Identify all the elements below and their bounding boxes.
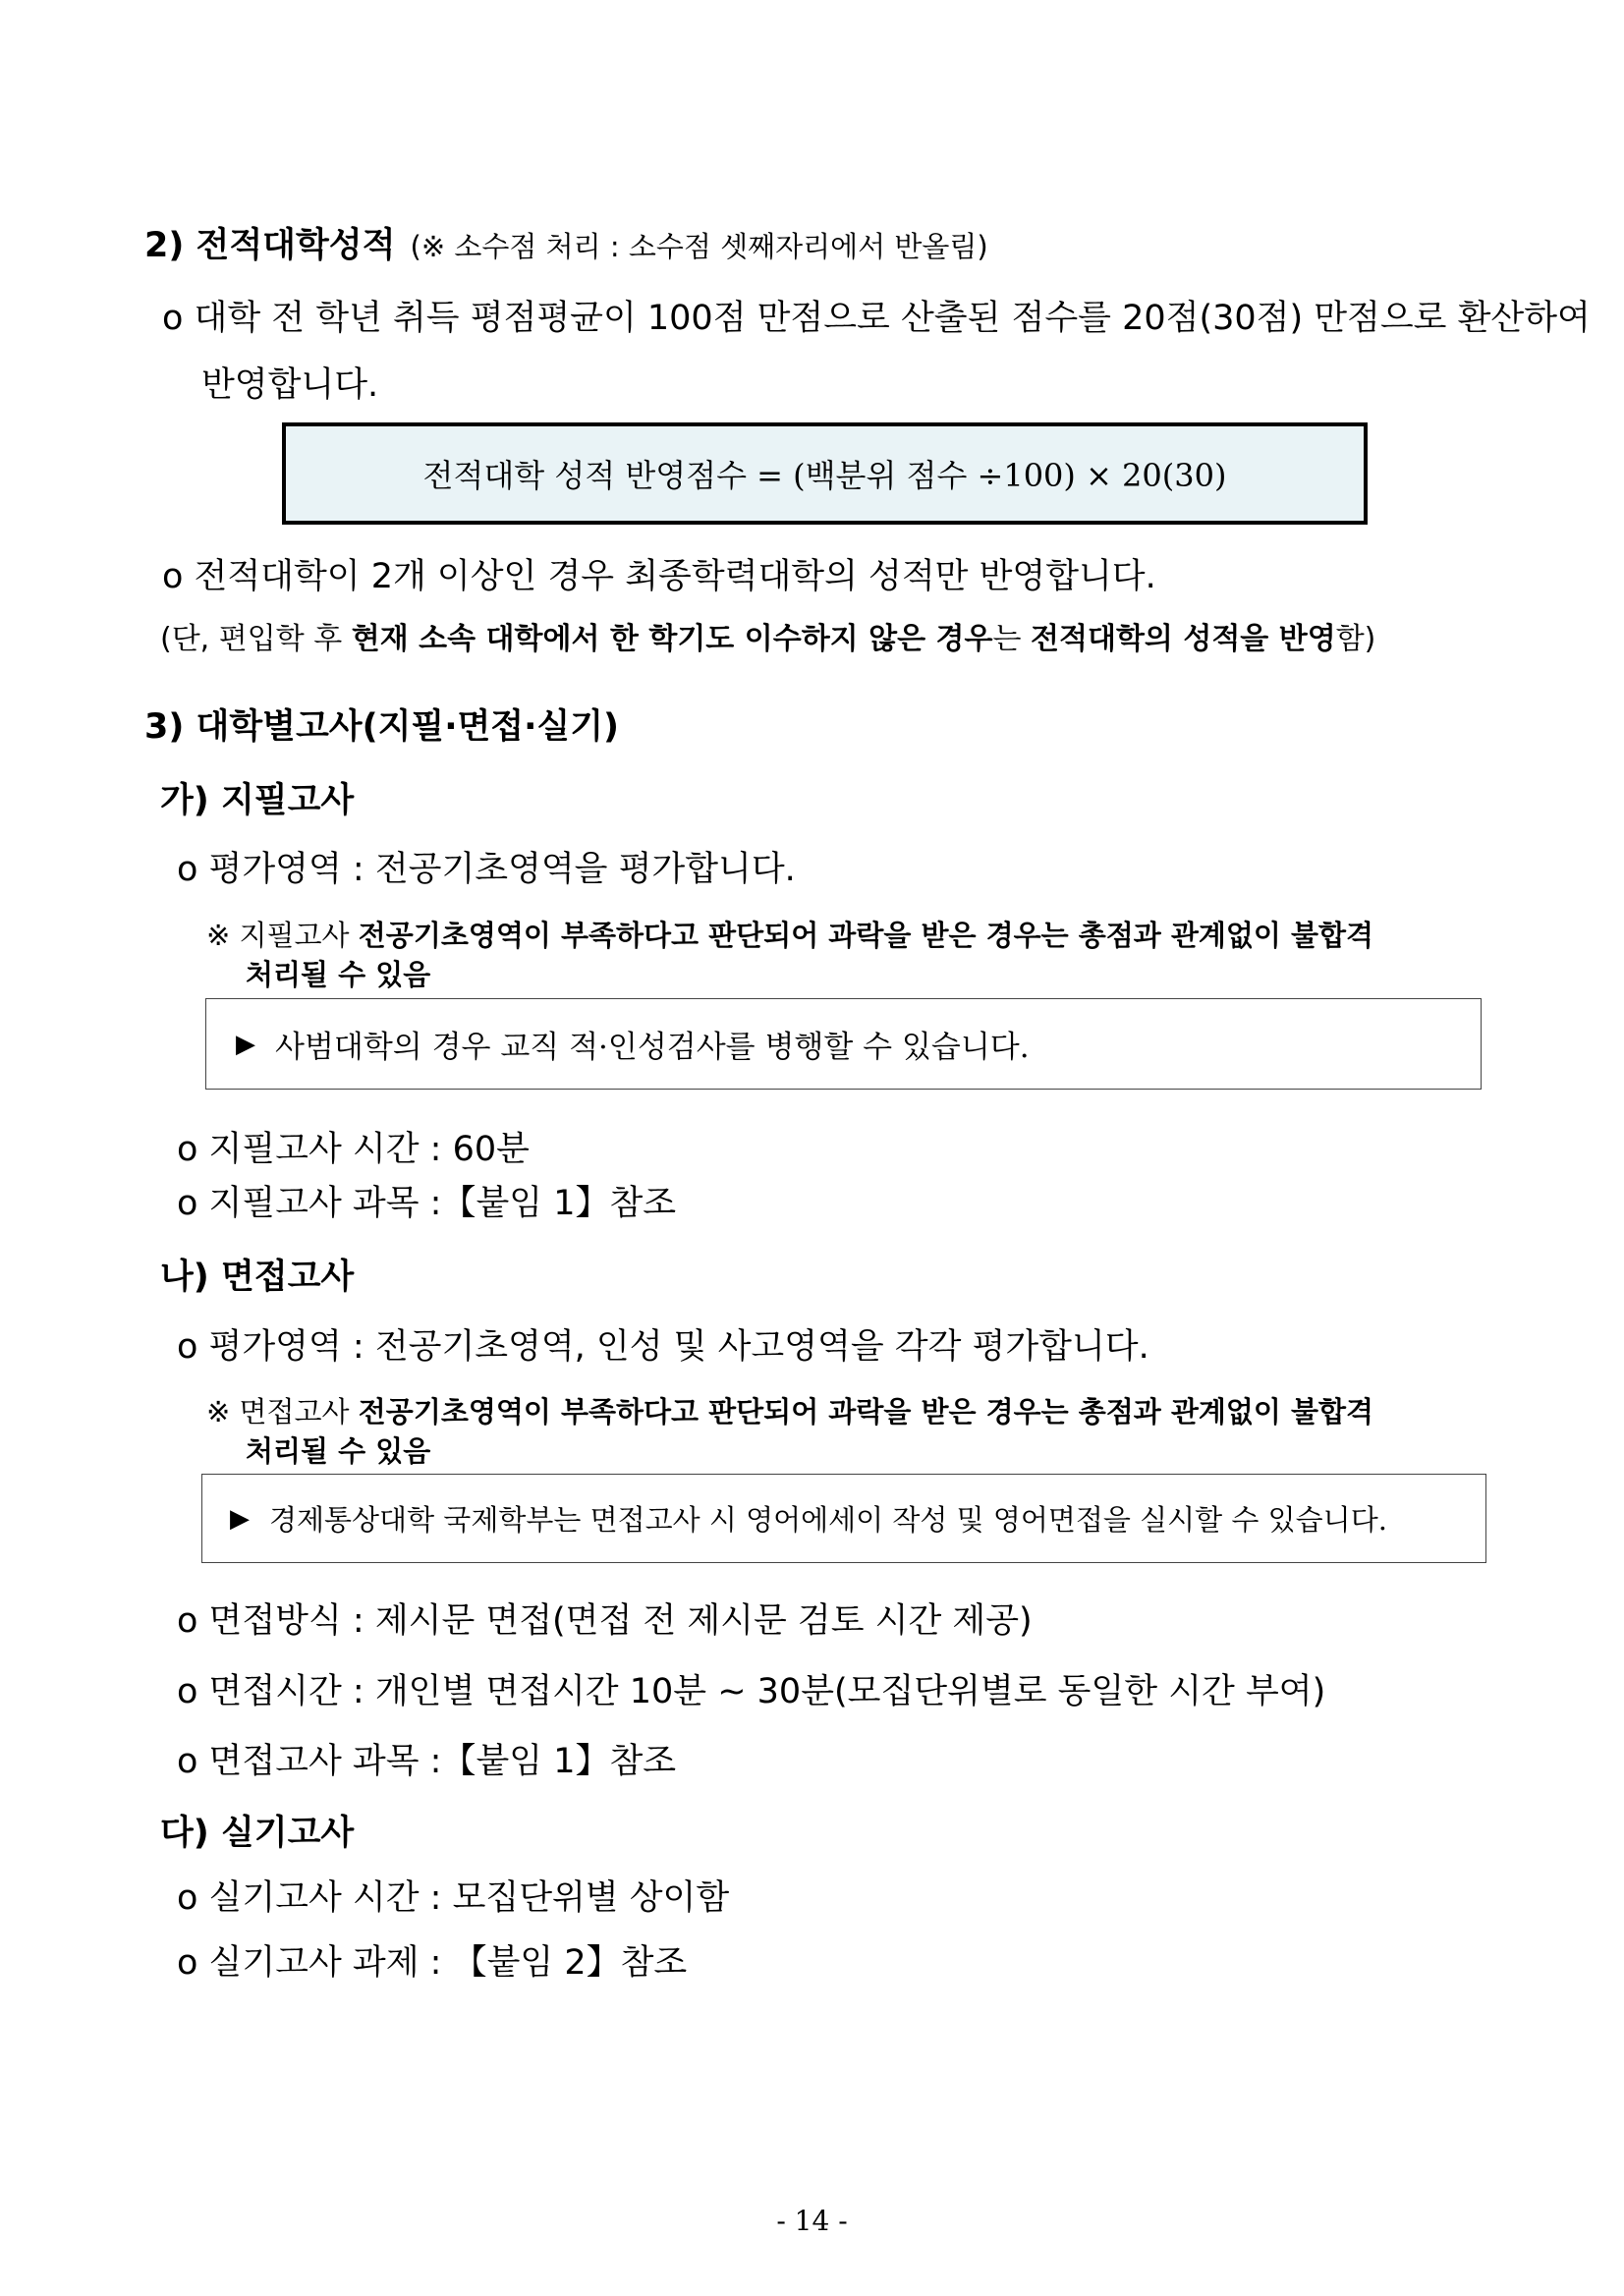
practical-task: o 실기고사 과제 : 【붙임 2】참조 (177, 1943, 688, 1983)
formula-text: 전적대학 성적 반영점수 = (백분위 점수 ÷100) × 20(30) (422, 457, 1227, 494)
written-callout-text: 사범대학의 경우 교직 적·인성검사를 병행할 수 있습니다. (275, 1030, 1030, 1065)
practical-exam-heading: 다) 실기고사 (160, 1814, 355, 1853)
interview-callout-text: 경제통상대학 국제학부는 면접고사 시 영어에세이 작성 및 영어면접을 실시할 수 있습니다. (269, 1503, 1387, 1537)
interview-eval-area: o 평가영역 : 전공기초영역, 인성 및 사고영역을 각각 평가합니다. (177, 1327, 1149, 1367)
interview-callout-box (201, 1474, 1486, 1563)
interview-warning-line1 (206, 1390, 1373, 1430)
warning-bold-text: 전공기초영역이 부족하다고 판단되어 과락을 받은 경우는 총점과 관계없이 불합격 (358, 1395, 1374, 1428)
section-3-heading: 3) 대학별고사(지필·면접·실기) (144, 707, 620, 747)
written-callout-box (205, 998, 1482, 1090)
note-part: 는 (992, 622, 1031, 656)
warning-prefix: ※ 지필고사 (206, 919, 359, 952)
page-number: - 14 - (776, 2205, 848, 2237)
transfer-note (160, 614, 1375, 657)
written-warning-line2: 처리될 수 있음 (246, 958, 431, 991)
written-eval-area: o 평가영역 : 전공기초영역을 평가합니다. (177, 850, 796, 889)
black-right-triangle-icon: ▶ (236, 1029, 255, 1059)
formula-box (282, 422, 1368, 525)
note-bold-part: 현재 소속 대학에서 한 학기도 이수하지 않은 경우 (351, 622, 993, 656)
interview-subject: o 면접고사 과목 :【붙임 1】참조 (177, 1742, 677, 1781)
section-2-heading-line (144, 218, 988, 267)
written-subject: o 지필고사 과목 :【붙임 1】참조 (177, 1184, 677, 1223)
note-part: (단, 편입학 후 (160, 622, 352, 656)
written-time: o 지필고사 시간 : 60분 (177, 1130, 530, 1169)
written-warning-line1 (206, 914, 1373, 954)
warning-prefix: ※ 면접고사 (206, 1395, 359, 1428)
interview-warning-line2: 처리될 수 있음 (246, 1434, 431, 1468)
rounding-note: (※ 소수점 처리 : 소수점 셋째자리에서 반올림) (410, 230, 988, 263)
note-bold-part: 전적대학의 성적을 반영 (1031, 622, 1336, 656)
interview-method: o 면접방식 : 제시문 면접(면접 전 제시문 검토 시간 제공) (177, 1601, 1033, 1641)
transfer-grade-bullet-line2: 반영합니다. (201, 365, 379, 405)
interview-time: o 면접시간 : 개인별 면접시간 10분 ~ 30분(모집단위별로 동일한 시간 부여) (177, 1672, 1326, 1711)
black-right-triangle-icon: ▶ (230, 1503, 250, 1534)
practical-time: o 실기고사 시간 : 모집단위별 상이함 (177, 1878, 730, 1918)
interview-heading: 나) 면접고사 (160, 1258, 355, 1297)
transfer-grade-bullet-line1: o 대학 전 학년 취득 평점평균이 100점 만점으로 산출된 점수를 20점(30점) 만점으로 환산하여 (162, 299, 1591, 338)
written-exam-heading: 가) 지필고사 (160, 781, 355, 820)
warning-bold-text: 전공기초영역이 부족하다고 판단되어 과락을 받은 경우는 총점과 관계없이 불합격 (358, 919, 1374, 952)
section-2-heading: 2) 전적대학성적 (144, 226, 396, 265)
note-part: 함) (1335, 622, 1376, 656)
multiple-colleges-bullet: o 전적대학이 2개 이상인 경우 최종학력대학의 성적만 반영합니다. (162, 557, 1156, 596)
